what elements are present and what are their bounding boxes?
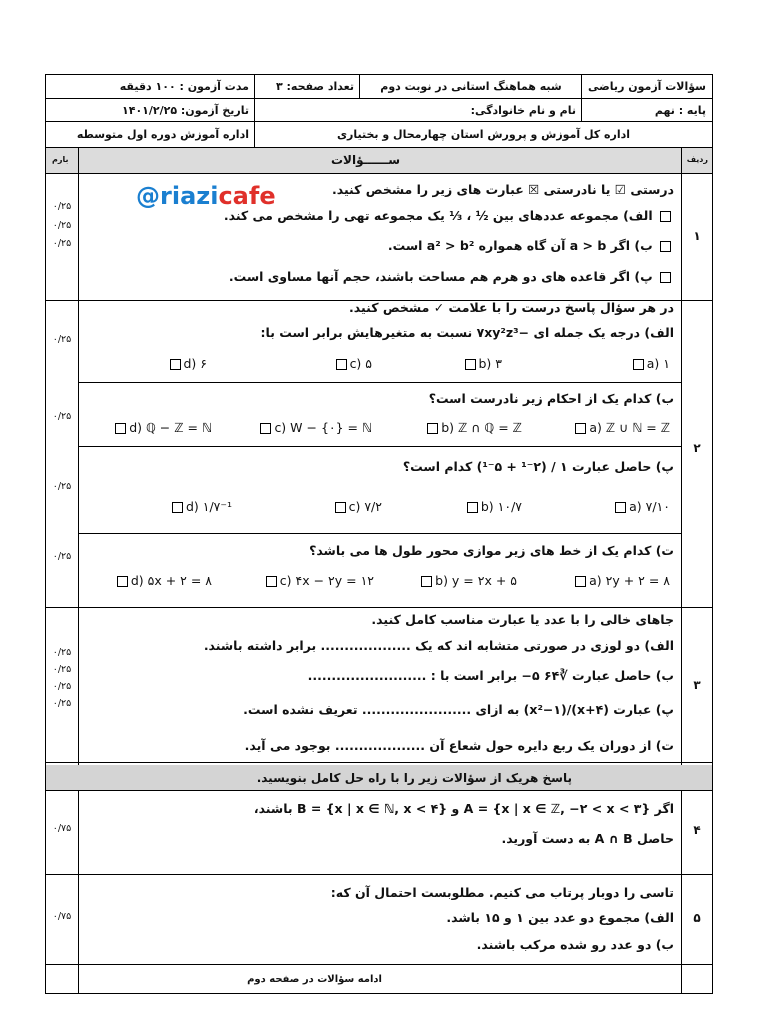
column-header	[46, 148, 712, 174]
header-row-2	[46, 99, 712, 122]
question-number: ۲	[693, 441, 701, 455]
q2-d-score: ۰/۲۵	[52, 551, 72, 562]
question-4	[46, 791, 712, 875]
q3-d: ت) از دوران یک ربع دایره حول شعاع آن ................... بوجود می آید.	[244, 738, 674, 753]
q2-c-option-a[interactable]: a) ۷/۱۰	[612, 499, 670, 514]
office-cell: اداره کل آموزش و پرورش استان چهارمحال و بختیاری	[336, 128, 631, 141]
q2-b-text: ب) کدام یک از احکام زیر نادرست است؟	[428, 391, 674, 406]
q2-c-text: پ) حاصل عبارت ۱ / (۲⁻¹ + ۵⁻¹) کدام است؟	[402, 459, 674, 474]
q3-c: پ) عبارت (x+۴)/(x²−۱) به ازای ....................... تعریف نشده است.	[243, 702, 674, 717]
q1-b: ب) اگر a > b آن گاه همواره a² > b² است.	[388, 238, 674, 253]
pages-cell: تعداد صفحه: ۳	[275, 80, 354, 93]
duration-cell: مدت آزمون : ۱۰۰ دقیقه	[119, 80, 249, 93]
q2-d-option-c[interactable]: c) ۴x − ۲y = ۱۲	[263, 573, 374, 588]
subject-cell: سؤالات آزمون ریاضی	[588, 80, 706, 93]
q1-score-a: ۰/۲۵	[52, 201, 72, 212]
header-row-3	[46, 122, 712, 148]
exam-date-cell: تاریخ آزمون: ۱۴۰۱/۲/۲۵	[122, 103, 249, 117]
q2-intro: در هر سؤال پاسخ درست را با علامت ✓ مشخص کنید.	[349, 300, 674, 315]
q2-c-score: ۰/۲۵	[52, 481, 72, 492]
question-2	[46, 301, 712, 608]
q3-score-a: ۰/۲۵	[52, 647, 72, 658]
q2-a-score: ۰/۲۵	[52, 334, 72, 345]
q2-a-option-b[interactable]: b) ۳	[462, 356, 503, 371]
q2-b-option-a[interactable]: a) ℤ ∪ ℕ = ℤ	[572, 420, 670, 435]
grade-cell: پایه : نهم	[654, 103, 706, 117]
q1-b-checkbox[interactable]	[660, 241, 671, 252]
q1-score-b: ۰/۲۵	[52, 220, 72, 231]
student-name-field[interactable]: نام و نام خانوادگی:	[470, 103, 576, 117]
q3-intro: جاهای خالی را با عدد یا عبارت مناسب کامل کنید.	[371, 612, 674, 627]
q3-score-b: ۰/۲۵	[52, 664, 72, 675]
question-3	[46, 608, 712, 763]
q1-c: پ) اگر قاعده های دو هرم هم مساحت باشند، حجم آنها مساوی است.	[229, 269, 674, 284]
exam-sheet	[45, 74, 713, 994]
section-bar	[46, 765, 712, 791]
q4-line1: اگر A = {x | x ∈ ℤ, −۲ < x < ۳} و B = {x | x ∈ ℕ, x < ۴} باشند،	[253, 801, 674, 816]
q1-a: الف) مجموعه عددهای بین ½ ، ⅓ یک مجموعه تهی را مشخص می کند.	[224, 208, 674, 223]
q1-intro: درستی ☑ یا نادرستی ☒ عبارت های زیر را مشخص کنید.	[331, 182, 674, 197]
q3-b: ب) حاصل عبارت ∛۶۴ ۵− برابر است با : .........................	[307, 668, 674, 683]
q2-c-option-d[interactable]: d) ۱/۷⁻¹	[169, 499, 232, 514]
riazicafe-logo: @riazicafe	[136, 182, 276, 210]
questions-col-label: ســــــؤالات	[331, 153, 401, 167]
q2-a-option-c[interactable]: c) ۵	[333, 356, 372, 371]
q5-b: ب) دو عدد رو شده مرکب باشند.	[476, 937, 674, 952]
q2-a-option-a[interactable]: a) ۱	[630, 356, 670, 371]
q2-b-option-d[interactable]: d) ℚ − ℤ = ℕ	[112, 420, 212, 435]
q1-score-c: ۰/۲۵	[52, 238, 72, 249]
question-number: ۳	[693, 678, 701, 692]
q2-a-option-d[interactable]: d) ۶	[167, 356, 208, 371]
q1-c-checkbox[interactable]	[660, 272, 671, 283]
question-number: ۱	[693, 229, 701, 243]
dept-cell: اداره آموزش دوره اول متوسطه	[76, 128, 249, 141]
q4-score: ۰/۷۵	[52, 823, 72, 834]
row-col-label: ردیف	[686, 155, 708, 164]
q2-d-option-b[interactable]: b) y = ۲x + ۵	[418, 573, 517, 588]
q2-d-option-a[interactable]: a) ۲y + ۲ = ۸	[572, 573, 670, 588]
footer-note: ادامه سؤالات در صفحه دوم	[247, 974, 382, 985]
q5-a: الف) مجموع دو عدد بین ۱ و ۱۵ باشد.	[446, 910, 674, 925]
q1-a-checkbox[interactable]	[660, 211, 671, 222]
q2-d-option-d[interactable]: d) ۵x + ۲ = ۸	[114, 573, 212, 588]
q2-c-option-c[interactable]: c) ۷/۲	[332, 499, 382, 514]
q4-line2: حاصل A ∩ B به دست آورید.	[501, 831, 674, 846]
score-col-label: بارم	[52, 155, 69, 164]
q2-c-option-b[interactable]: b) ۱۰/۷	[464, 499, 522, 514]
question-5	[46, 875, 712, 965]
q2-b-option-c[interactable]: c) W − {۰} = ℕ	[257, 420, 372, 435]
q2-b-score: ۰/۲۵	[52, 411, 72, 422]
header-row-1	[46, 75, 712, 99]
q2-a-text: الف) درجه یک جمله ای −۷xy²z³ نسبت به متغیرهایش برابر است با:	[260, 325, 674, 340]
question-number: ۴	[693, 823, 701, 837]
q5-intro: تاسی را دوبار پرتاب می کنیم. مطلوبست احتمال آن که:	[330, 885, 674, 900]
exam-type-cell: شبه هماهنگ استانی در نوبت دوم	[380, 80, 562, 93]
q3-a: الف) دو لوزی در صورتی متشابه اند که یک ................... برابر داشته باشند.	[203, 638, 674, 653]
q2-b-option-b[interactable]: b) ℤ ∩ ℚ = ℤ	[424, 420, 522, 435]
question-number: ۵	[693, 911, 701, 925]
section-instruction: پاسخ هریک از سؤالات زیر را با راه حل کامل بنویسید.	[256, 771, 572, 785]
q2-d-text: ت) کدام یک از خط های زیر موازی محور طول ها می باشد؟	[309, 543, 674, 558]
q5-score: ۰/۷۵	[52, 911, 72, 922]
q3-score-d: ۰/۲۵	[52, 698, 72, 709]
q3-score-c: ۰/۲۵	[52, 681, 72, 692]
